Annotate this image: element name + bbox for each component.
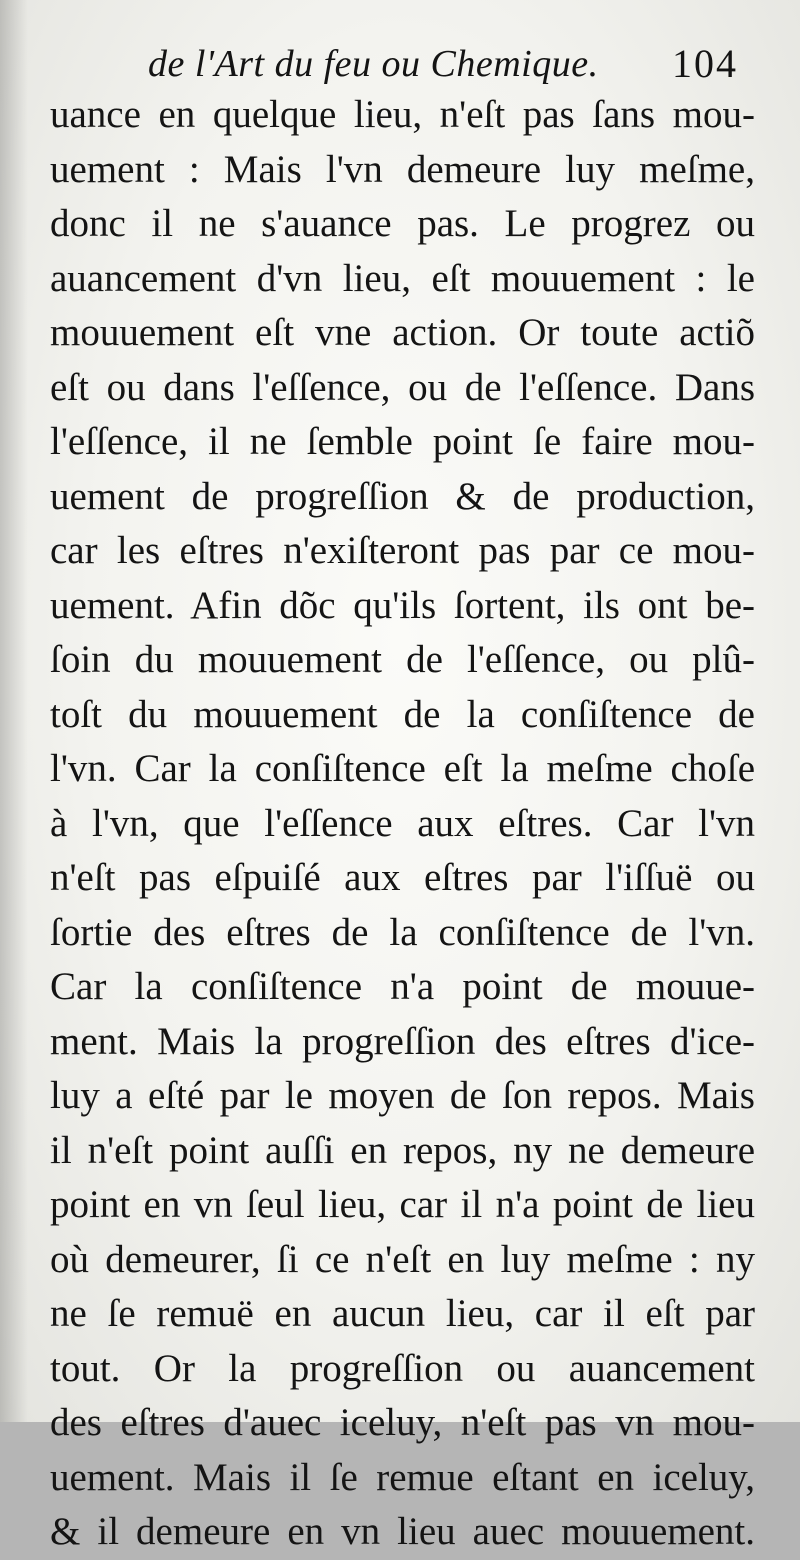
text-line: Car la conſiſtence n'a point de mouue- [50, 965, 755, 1008]
text-line: où demeurer, ſi ce n'eſt en luy meſme : ny [50, 1237, 755, 1281]
text-line: uement. Afin dõc qu'ils ſortent, ils ont be- [50, 583, 755, 627]
text-line: donc il ne s'auance pas. Le progrez ou [50, 202, 755, 245]
text-line: uement : Mais l'vn demeure luy meſme, [50, 147, 755, 191]
text-line: tout. Or la progreſſion ou auancement [50, 1346, 755, 1390]
text-line: & il demeure en vn lieu auec mouuement. [50, 1510, 755, 1553]
text-line: eſt ou dans l'eſſence, ou de l'eſſence. Dans [50, 365, 755, 409]
text-line: uement de progreſſion & de production, [50, 474, 755, 518]
page-number: 104 [672, 41, 738, 86]
text-line: uement. Mais il ſe remue eſtant en iceluy, [50, 1455, 755, 1499]
text-line: car les eſtres n'exiſteront pas par ce mou- [50, 529, 755, 572]
text-line: il n'eſt point auſſi en repos, ny ne demeure [50, 1128, 755, 1172]
text-line: des eſtres d'auec iceluy, n'eſt pas vn mou- [50, 1401, 755, 1444]
text-line: luy a eſté par le moyen de ſon repos. Mais [50, 1074, 755, 1117]
text-line: ſoin du mouuement de l'eſſence, ou plû- [50, 638, 755, 681]
text-line: auancement d'vn lieu, eſt mouuement : le [50, 256, 755, 300]
text-line: l'eſſence, il ne ſemble point ſe faire mou- [50, 420, 755, 463]
text-line: n'eſt pas eſpuiſé aux eſtres par l'iſſuë ou [50, 856, 755, 899]
text-line: l'vn. Car la conſiſtence eſt la meſme choſe [50, 747, 755, 790]
page-header [0, 34, 800, 94]
text-line: ſortie des eſtres de la conſiſtence de l'vn. [50, 910, 755, 954]
body-text [50, 88, 755, 1560]
text-line: point en vn ſeul lieu, car il n'a point de lieu [50, 1183, 755, 1226]
text-line: à l'vn, que l'eſſence aux eſtres. Car l'vn [50, 801, 755, 845]
text-line: ne ſe remuë en aucun lieu, car il eſt par [50, 1292, 755, 1335]
text-line: uance en quelque lieu, n'eſt pas ſans mou- [50, 93, 755, 136]
text-line: mouuement eſt vne action. Or toute actiõ [50, 311, 755, 354]
text-line: toſt du mouuement de la conſiſtence de [50, 692, 755, 736]
running-title: de l'Art du feu ou Chemique. [148, 43, 599, 85]
text-line: ment. Mais la progreſſion des eſtres d'ice- [50, 1019, 755, 1063]
